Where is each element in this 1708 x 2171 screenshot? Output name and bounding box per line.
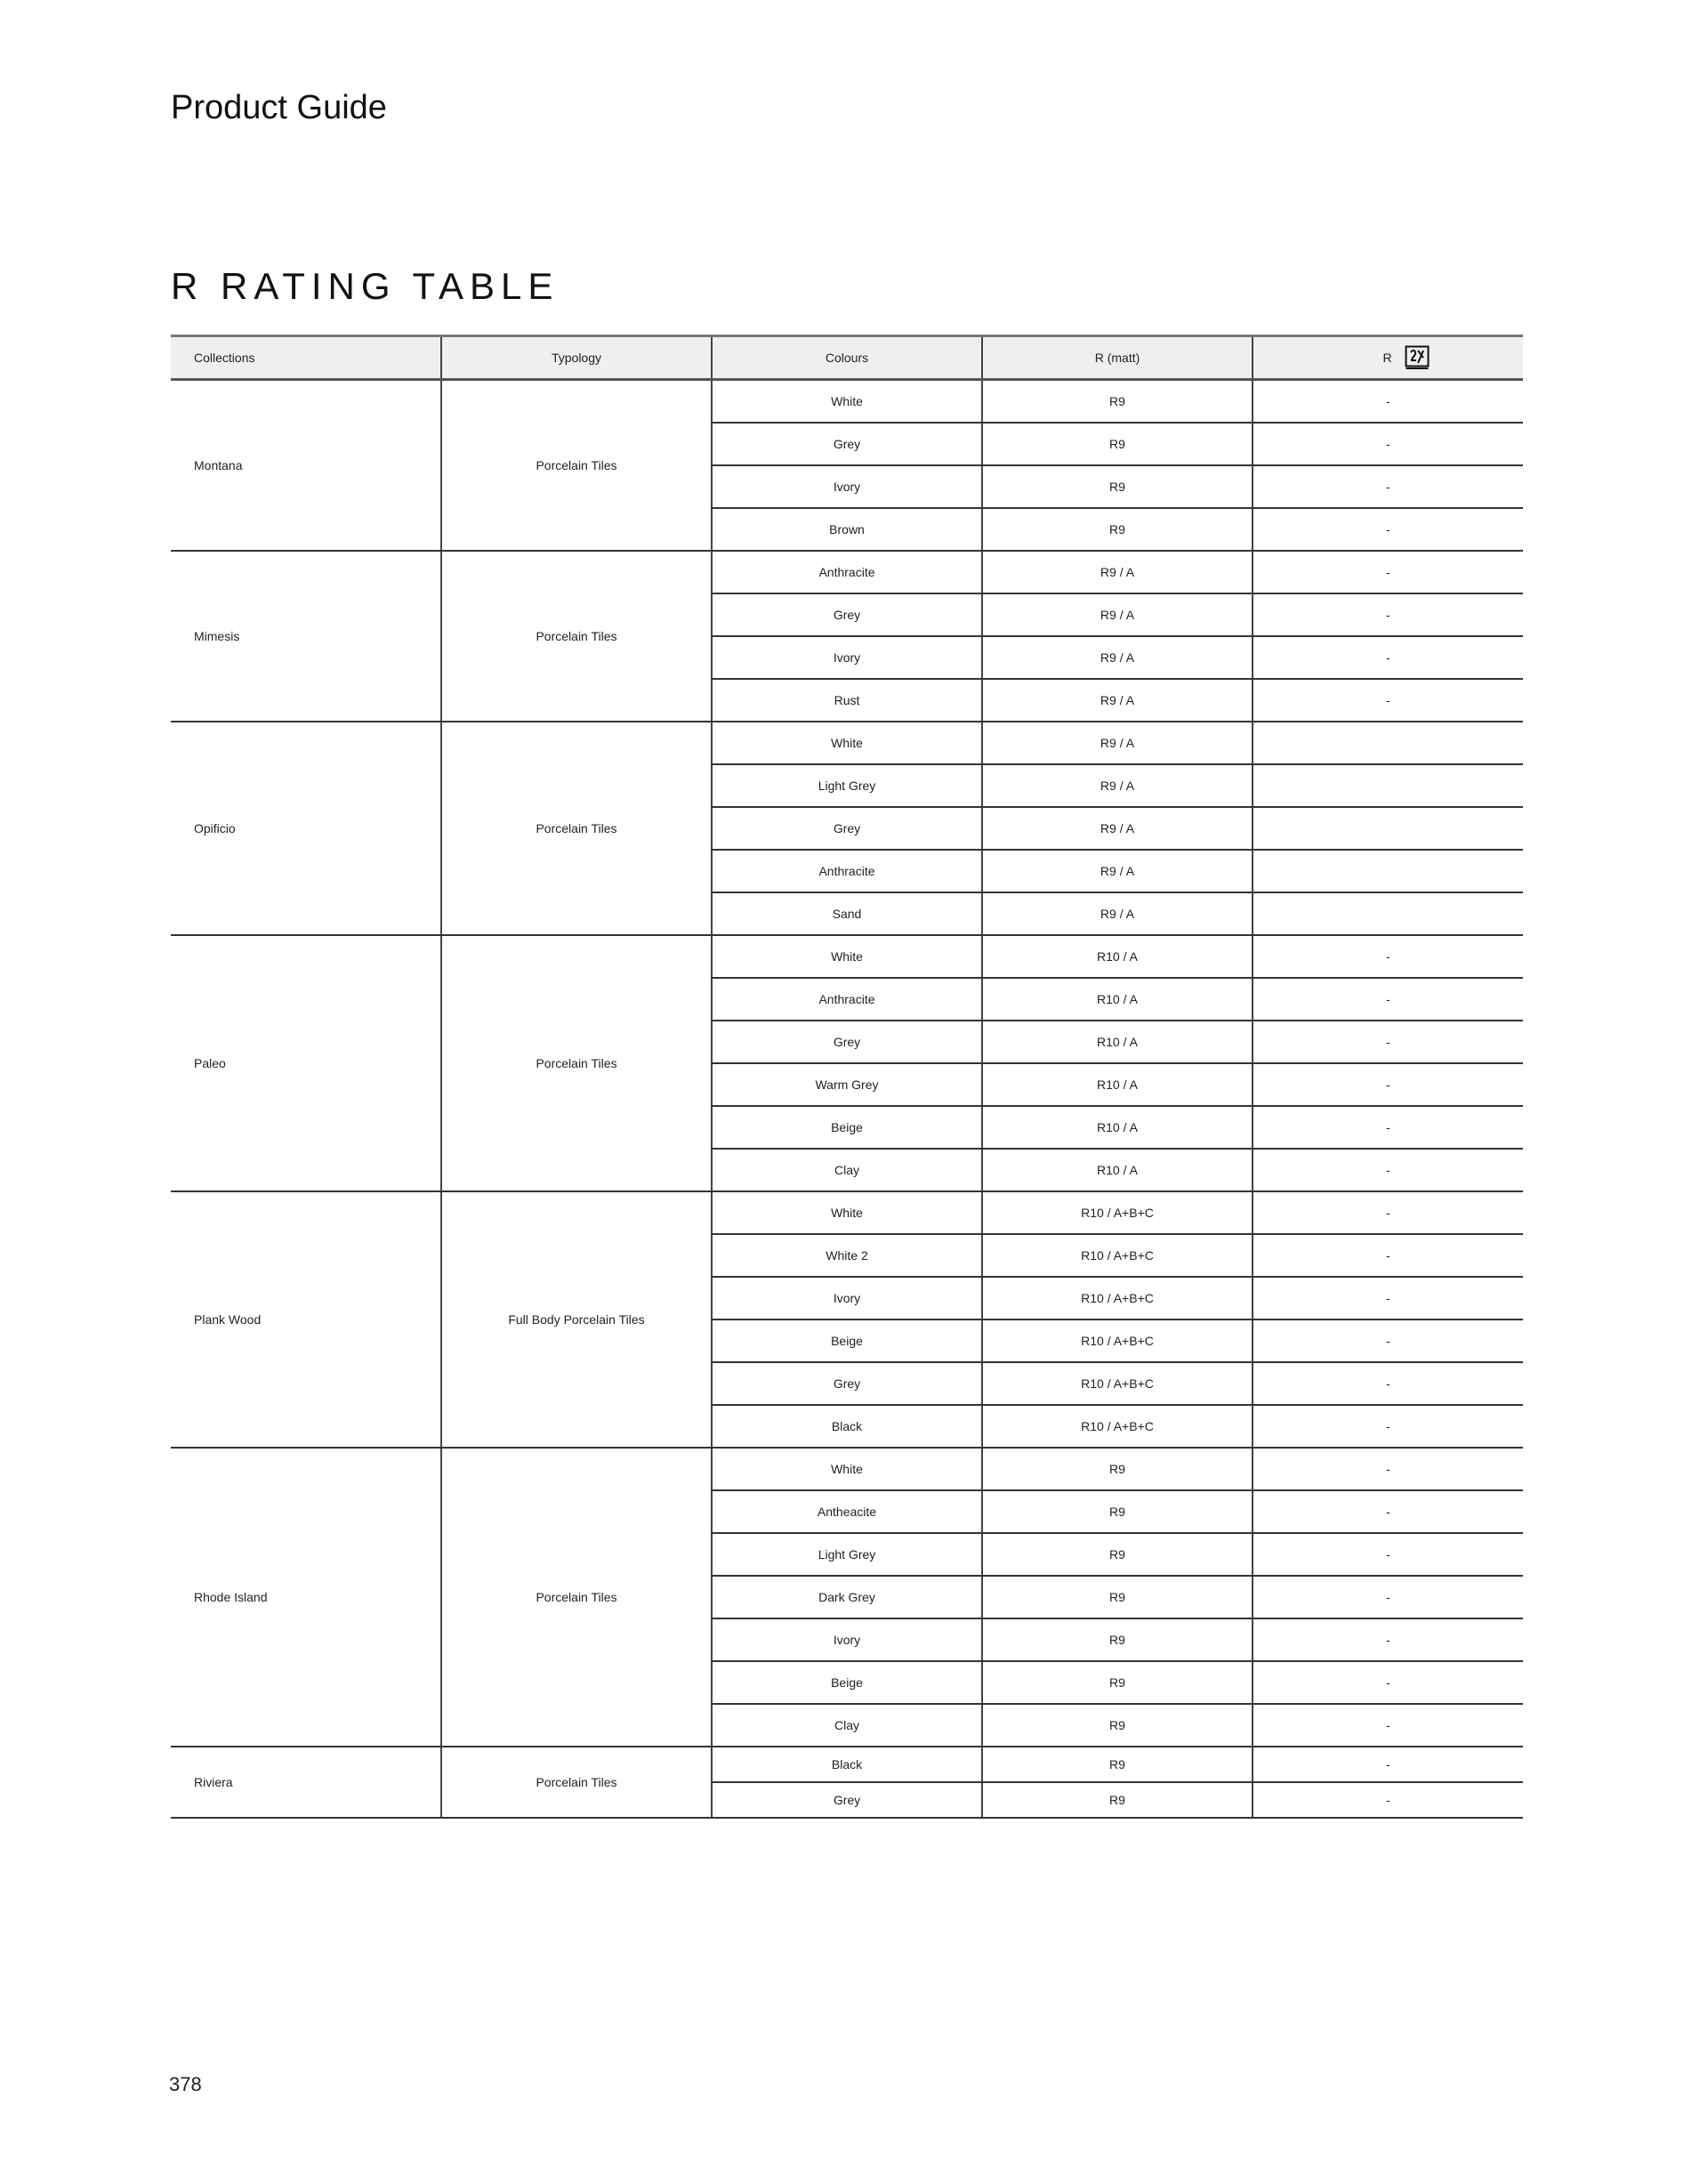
typology-cell: Full Body Porcelain Tiles [441, 1191, 712, 1448]
r-matt-cell: R9 [982, 1576, 1253, 1618]
r-matt-cell: R9 / A [982, 892, 1253, 935]
colour-cell: Grey [712, 1362, 982, 1405]
r-other-cell: - [1253, 1362, 1523, 1405]
r-other-cell: - [1253, 935, 1523, 978]
r-other-cell: - [1253, 508, 1523, 551]
r-matt-cell: R9 [982, 1490, 1253, 1533]
r-other-cell: - [1253, 1405, 1523, 1448]
r-other-cell: - [1253, 1320, 1523, 1362]
colour-cell: Clay [712, 1149, 982, 1191]
colour-cell: Beige [712, 1661, 982, 1704]
r-matt-cell: R10 / A+B+C [982, 1191, 1253, 1234]
r-other-cell: - [1253, 465, 1523, 508]
header-r-other [1253, 336, 1523, 380]
r-matt-cell: R10 / A+B+C [982, 1405, 1253, 1448]
r-matt-cell: R9 / A [982, 551, 1253, 593]
collection-cell: Opificio [171, 722, 441, 935]
page-header-title: Product Guide [171, 89, 387, 126]
r-matt-cell: R9 [982, 1747, 1253, 1782]
r-other-cell: - [1253, 593, 1523, 636]
r-matt-cell: R10 / A [982, 978, 1253, 1021]
table-row [171, 380, 1523, 424]
r-matt-cell: R9 [982, 380, 1253, 424]
header-colours: Colours [712, 336, 982, 380]
r-matt-cell: R9 [982, 508, 1253, 551]
r-other-cell [1253, 764, 1523, 807]
r-matt-cell: R9 / A [982, 764, 1253, 807]
r-other-cell: - [1253, 1191, 1523, 1234]
colour-cell: Grey [712, 807, 982, 850]
r-other-cell: - [1253, 1234, 1523, 1277]
r-other-cell [1253, 850, 1523, 892]
r-other-cell [1253, 722, 1523, 764]
r-matt-cell: R9 [982, 1661, 1253, 1704]
r-other-cell: - [1253, 380, 1523, 424]
table-row [171, 722, 1523, 764]
table-header-row [171, 336, 1523, 380]
r-matt-cell: R10 / A [982, 1063, 1253, 1106]
r-matt-cell: R10 / A+B+C [982, 1234, 1253, 1277]
colour-cell: Anthracite [712, 978, 982, 1021]
colour-cell: Ivory [712, 465, 982, 508]
r-matt-cell: R9 / A [982, 850, 1253, 892]
r-matt-cell: R10 / A [982, 1149, 1253, 1191]
colour-cell: White [712, 935, 982, 978]
colour-cell: Antheacite [712, 1490, 982, 1533]
table-row [171, 1747, 1523, 1782]
colour-cell: Warm Grey [712, 1063, 982, 1106]
colour-cell: White 2 [712, 1234, 982, 1277]
colour-cell: White [712, 722, 982, 764]
colour-cell: Black [712, 1405, 982, 1448]
sticker-symbol-icon [1405, 345, 1430, 370]
colour-cell: Grey [712, 593, 982, 636]
r-other-cell: - [1253, 1149, 1523, 1191]
r-matt-cell: R9 [982, 1533, 1253, 1576]
r-other-cell: - [1253, 1106, 1523, 1149]
r-matt-cell: R10 / A+B+C [982, 1320, 1253, 1362]
r-matt-cell: R10 / A [982, 935, 1253, 978]
r-matt-cell: R10 / A+B+C [982, 1277, 1253, 1320]
r-other-cell: - [1253, 1618, 1523, 1661]
r-other-cell: - [1253, 1704, 1523, 1747]
r-other-cell: - [1253, 679, 1523, 722]
colour-cell: Brown [712, 508, 982, 551]
colour-cell: Light Grey [712, 764, 982, 807]
r-matt-cell: R9 / A [982, 679, 1253, 722]
header-r-matt: R (matt) [982, 336, 1253, 380]
colour-cell: Anthracite [712, 551, 982, 593]
typology-cell: Porcelain Tiles [441, 380, 712, 552]
colour-cell: Grey [712, 423, 982, 465]
r-other-cell: - [1253, 1277, 1523, 1320]
r-other-cell: - [1253, 423, 1523, 465]
r-matt-cell: R9 [982, 1618, 1253, 1661]
colour-cell: White [712, 380, 982, 424]
collection-cell: Plank Wood [171, 1191, 441, 1448]
typology-cell: Porcelain Tiles [441, 722, 712, 935]
r-matt-cell: R9 / A [982, 593, 1253, 636]
table-row [171, 551, 1523, 593]
r-other-cell: - [1253, 1490, 1523, 1533]
r-other-cell: - [1253, 551, 1523, 593]
header-typology: Typology [441, 336, 712, 380]
collection-cell: Mimesis [171, 551, 441, 722]
colour-cell: Beige [712, 1106, 982, 1149]
r-other-cell: - [1253, 978, 1523, 1021]
r-matt-cell: R9 / A [982, 636, 1253, 679]
r-matt-cell: R9 [982, 1782, 1253, 1818]
table-body [171, 380, 1523, 1819]
r-matt-cell: R10 / A [982, 1106, 1253, 1149]
r-other-cell: - [1253, 1576, 1523, 1618]
table-row [171, 1448, 1523, 1490]
colour-cell: White [712, 1448, 982, 1490]
header-collections: Collections [171, 336, 441, 380]
typology-cell: Porcelain Tiles [441, 1448, 712, 1747]
collection-cell: Rhode Island [171, 1448, 441, 1747]
r-rating-table [171, 335, 1523, 1819]
r-matt-cell: R9 [982, 423, 1253, 465]
r-other-cell: - [1253, 1782, 1523, 1818]
r-matt-cell: R9 [982, 465, 1253, 508]
collection-cell: Riviera [171, 1747, 441, 1818]
r-other-cell: - [1253, 1533, 1523, 1576]
r-matt-cell: R9 [982, 1448, 1253, 1490]
header-r-other-label: R [1382, 351, 1392, 365]
r-other-cell: - [1253, 1448, 1523, 1490]
colour-cell: Black [712, 1747, 982, 1782]
colour-cell: Dark Grey [712, 1576, 982, 1618]
table-row [171, 1191, 1523, 1234]
colour-cell: White [712, 1191, 982, 1234]
colour-cell: Light Grey [712, 1533, 982, 1576]
r-other-cell: - [1253, 1747, 1523, 1782]
r-matt-cell: R9 [982, 1704, 1253, 1747]
r-matt-cell: R9 / A [982, 722, 1253, 764]
r-matt-cell: R10 / A+B+C [982, 1362, 1253, 1405]
typology-cell: Porcelain Tiles [441, 1747, 712, 1818]
colour-cell: Ivory [712, 1618, 982, 1661]
page-number: 378 [169, 2073, 202, 2095]
colour-cell: Grey [712, 1021, 982, 1063]
colour-cell: Sand [712, 892, 982, 935]
r-matt-cell: R9 / A [982, 807, 1253, 850]
r-matt-cell: R10 / A [982, 1021, 1253, 1063]
r-other-cell: - [1253, 1063, 1523, 1106]
colour-cell: Rust [712, 679, 982, 722]
typology-cell: Porcelain Tiles [441, 551, 712, 722]
colour-cell: Grey [712, 1782, 982, 1818]
collection-cell: Paleo [171, 935, 441, 1191]
colour-cell: Ivory [712, 1277, 982, 1320]
r-other-cell [1253, 807, 1523, 850]
r-other-cell: - [1253, 1021, 1523, 1063]
typology-cell: Porcelain Tiles [441, 935, 712, 1191]
r-other-cell [1253, 892, 1523, 935]
r-other-cell: - [1253, 636, 1523, 679]
colour-cell: Beige [712, 1320, 982, 1362]
collection-cell: Montana [171, 380, 441, 552]
colour-cell: Ivory [712, 636, 982, 679]
colour-cell: Clay [712, 1704, 982, 1747]
r-other-cell: - [1253, 1661, 1523, 1704]
table-row [171, 935, 1523, 978]
colour-cell: Anthracite [712, 850, 982, 892]
section-title: R RATING TABLE [171, 265, 560, 307]
